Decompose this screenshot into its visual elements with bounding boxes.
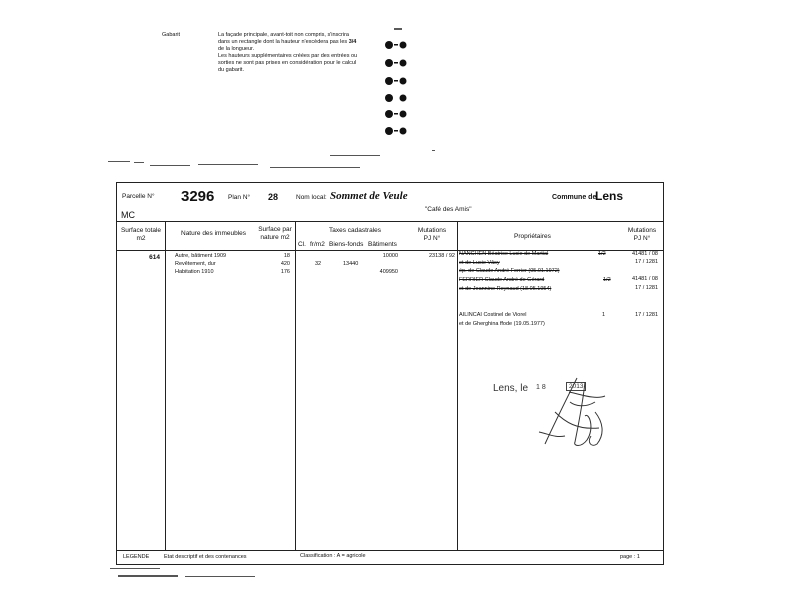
punch-mark-icon xyxy=(385,110,407,118)
col-mutations-left: Mutations PJ N° xyxy=(417,227,447,242)
owner-mutation: 41481 / 08 xyxy=(632,276,658,282)
gabarit-note xyxy=(218,32,378,74)
punch-mark-icon xyxy=(385,59,407,67)
current-owner-mutation: 17 / 1281 xyxy=(635,312,658,318)
owner-share: 1/2 xyxy=(598,251,606,257)
nature-row: Habitation 1910 xyxy=(175,269,214,275)
local-subtitle: "Café des Amis" xyxy=(425,206,472,213)
tax-batiments: 10000 xyxy=(382,253,398,259)
col-nature: Nature des immeubles xyxy=(181,230,247,237)
plan-label: Plan N° xyxy=(228,194,251,201)
current-owner-share: 1 xyxy=(602,312,606,318)
owner-line: et de Jeannine Reynaud (18.05.1954) xyxy=(459,286,552,292)
gabarit-line: Les hauteurs supplémentaires créées par des entrées ou xyxy=(218,53,358,59)
gabarit-line: sorties ne sont pas prises en considération pour le calcul xyxy=(218,60,357,66)
col-divider xyxy=(295,221,296,550)
col-taxes: Taxes cadastrales xyxy=(329,227,382,234)
parcelle-number: 3296 xyxy=(181,188,215,205)
nature-surface: 18 xyxy=(283,253,290,259)
col-biens-fonds: Biens-fonds xyxy=(329,241,364,248)
nature-row: Revêtement, dur xyxy=(175,261,216,267)
owner-share: 1/2 xyxy=(603,277,611,283)
page-number: page : 1 xyxy=(620,554,640,560)
nom-local-label: Nom local: xyxy=(296,194,327,201)
col-cl: Cl. xyxy=(298,241,306,248)
legende-text: Etat descriptif et des contenances xyxy=(164,554,247,560)
current-owner-name: AILINCAI Costinel de Viorel xyxy=(459,312,527,318)
tax-batiments: 409950 xyxy=(379,269,398,275)
col-divider xyxy=(165,221,166,550)
col-surface-totale: Surface totale m2 xyxy=(120,227,162,242)
footer-rule xyxy=(116,550,663,551)
tax-class: 32 xyxy=(315,261,322,267)
surface-totale-value: 614 xyxy=(149,254,160,261)
col-proprietaires: Propriétaires xyxy=(514,233,551,240)
owner-line: FERRIER Claude André de Gérard xyxy=(459,277,545,283)
nature-surface: 420 xyxy=(280,261,290,267)
col-surface-par-nature: Surface par nature m2 xyxy=(258,226,292,241)
plan-number: 28 xyxy=(268,192,279,202)
stamp-year: 2013 xyxy=(566,382,586,391)
stamp-date: 1 8 xyxy=(536,384,546,391)
owner-mutation: 17 / 1281 xyxy=(635,285,658,291)
punch-mark-icon xyxy=(385,127,407,135)
col-mutations-right: Mutations PJ N° xyxy=(627,227,657,242)
signature-icon xyxy=(525,372,615,452)
owner-mutation: 17 / 1281 xyxy=(635,259,658,265)
record-code: MC xyxy=(121,210,135,220)
stamp-place: Lens, le xyxy=(493,383,529,394)
legende-label: LEGENDE xyxy=(123,554,150,560)
gabarit-line: La façade principale, avant-toit non compris, s'inscrira xyxy=(218,32,349,38)
current-owner-detail: et de Gherghina ffode (19.05.1977) xyxy=(459,321,545,327)
gabarit-label: Gabarit xyxy=(162,32,181,38)
nature-row: Autre, bâtiment 1909 xyxy=(175,253,227,259)
punch-mark-icon xyxy=(385,94,407,102)
col-divider xyxy=(457,221,458,550)
header-rule xyxy=(116,221,663,222)
col-fr-m2: fr/m2 xyxy=(310,241,325,248)
mutation-left-value: 23138 / 92 xyxy=(429,253,455,259)
gabarit-line: dans un rectangle dont la hauteur n'excèdera pas les 3/4 xyxy=(218,39,357,45)
punch-marks xyxy=(380,26,420,146)
commune-label: Commune de xyxy=(552,194,597,201)
classification-text: Classification : A = agricole xyxy=(300,553,366,559)
tax-biens-fonds: 13440 xyxy=(343,261,359,267)
nature-surface: 176 xyxy=(280,269,290,275)
owner-line: ép. de Claude André Ferrier (05.01.1972) xyxy=(459,268,560,274)
owner-mutation: 41481 / 08 xyxy=(632,251,658,257)
gabarit-fraction: 3/4 xyxy=(348,39,357,45)
punch-mark-icon xyxy=(385,77,407,85)
column-header-rule xyxy=(116,250,663,251)
punch-mark-icon xyxy=(385,41,407,49)
gabarit-line: de la longueur. xyxy=(218,46,255,52)
gabarit-line: du gabarit. xyxy=(218,67,244,73)
nom-local-value: Sommet de Veule xyxy=(330,190,408,202)
parcelle-label: Parcelle N° xyxy=(122,193,155,200)
commune-value: Lens xyxy=(595,189,624,203)
owner-line: et de Lucie Vâsy xyxy=(459,260,500,266)
col-batiments: Bâtiments xyxy=(368,241,397,248)
owner-line: NANCHEN Béatrice Lucie de Martial xyxy=(459,251,549,257)
